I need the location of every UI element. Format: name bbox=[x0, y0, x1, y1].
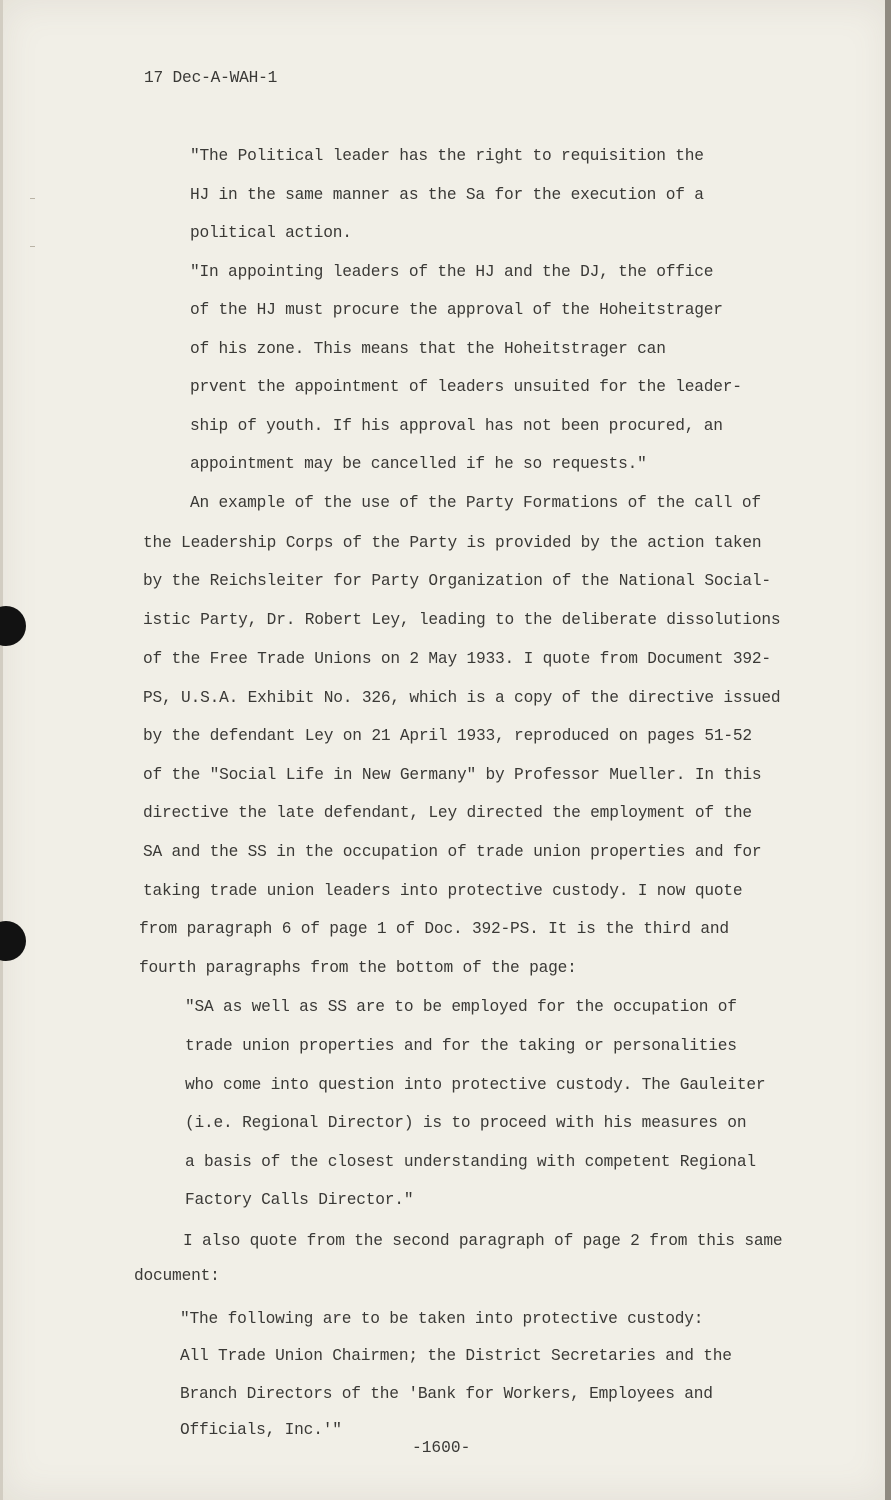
text-line: of the "Social Life in New Germany" by Professor Mueller. In this bbox=[143, 766, 762, 784]
text-line: All Trade Union Chairmen; the District Secretaries and the bbox=[180, 1347, 732, 1365]
margin-mark bbox=[30, 246, 35, 247]
binder-hole-upper bbox=[0, 606, 26, 646]
text-line: Factory Calls Director." bbox=[185, 1191, 414, 1209]
text-line: prvent the appointment of leaders unsuited for the leader- bbox=[190, 378, 742, 396]
text-line: directive the late defendant, Ley directed the employment of the bbox=[143, 804, 752, 822]
text-line: fourth paragraphs from the bottom of the page: bbox=[139, 959, 577, 977]
text-line: HJ in the same manner as the Sa for the execution of a bbox=[190, 186, 704, 204]
text-line: "The Political leader has the right to requisition the bbox=[190, 147, 704, 165]
text-line: SA and the SS in the occupation of trade union properties and for bbox=[143, 843, 762, 861]
page-right-edge bbox=[885, 0, 891, 1500]
text-line: I also quote from the second paragraph of page 2 from this same bbox=[183, 1232, 783, 1250]
text-line: "SA as well as SS are to be employed for the occupation of bbox=[185, 998, 737, 1016]
text-line: who come into question into protective custody. The Gauleiter bbox=[185, 1076, 766, 1094]
text-line: of the HJ must procure the approval of the Hoheitstrager bbox=[190, 301, 723, 319]
text-line: political action. bbox=[190, 224, 352, 242]
text-line: by the Reichsleiter for Party Organization of the National Social- bbox=[143, 572, 771, 590]
text-line: An example of the use of the Party Formations of the call of bbox=[190, 494, 761, 512]
text-line: a basis of the closest understanding with competent Regional bbox=[185, 1153, 756, 1171]
text-line: Officials, Inc.'" bbox=[180, 1421, 342, 1439]
text-line: of his zone. This means that the Hoheitstrager can bbox=[190, 340, 666, 358]
text-line: taking trade union leaders into protective custody. I now quote bbox=[143, 882, 743, 900]
document-header: 17 Dec-A-WAH-1 bbox=[144, 69, 278, 87]
text-line: the Leadership Corps of the Party is provided by the action taken bbox=[143, 534, 762, 552]
text-line: from paragraph 6 of page 1 of Doc. 392-PS. It is the third and bbox=[139, 920, 729, 938]
text-line: Branch Directors of the 'Bank for Workers, Employees and bbox=[180, 1385, 713, 1403]
text-line: document: bbox=[134, 1267, 220, 1285]
margin-mark bbox=[30, 198, 35, 199]
page-number: -1600- bbox=[412, 1439, 471, 1457]
text-line: PS, U.S.A. Exhibit No. 326, which is a copy of the directive issued bbox=[143, 689, 781, 707]
page-left-edge bbox=[0, 0, 3, 1500]
text-line: "In appointing leaders of the HJ and the DJ, the office bbox=[190, 263, 714, 281]
text-line: by the defendant Ley on 21 April 1933, reproduced on pages 51-52 bbox=[143, 727, 752, 745]
text-line: (i.e. Regional Director) is to proceed with his measures on bbox=[185, 1114, 747, 1132]
text-line: istic Party, Dr. Robert Ley, leading to the deliberate dissolutions bbox=[143, 611, 781, 629]
text-line: of the Free Trade Unions on 2 May 1933. I quote from Document 392- bbox=[143, 650, 771, 668]
text-line: ship of youth. If his approval has not been procured, an bbox=[190, 417, 723, 435]
text-line: "The following are to be taken into protective custody: bbox=[180, 1310, 704, 1328]
binder-hole-lower bbox=[0, 921, 26, 961]
text-line: appointment may be cancelled if he so requests." bbox=[190, 455, 647, 473]
text-line: trade union properties and for the taking or personalities bbox=[185, 1037, 737, 1055]
